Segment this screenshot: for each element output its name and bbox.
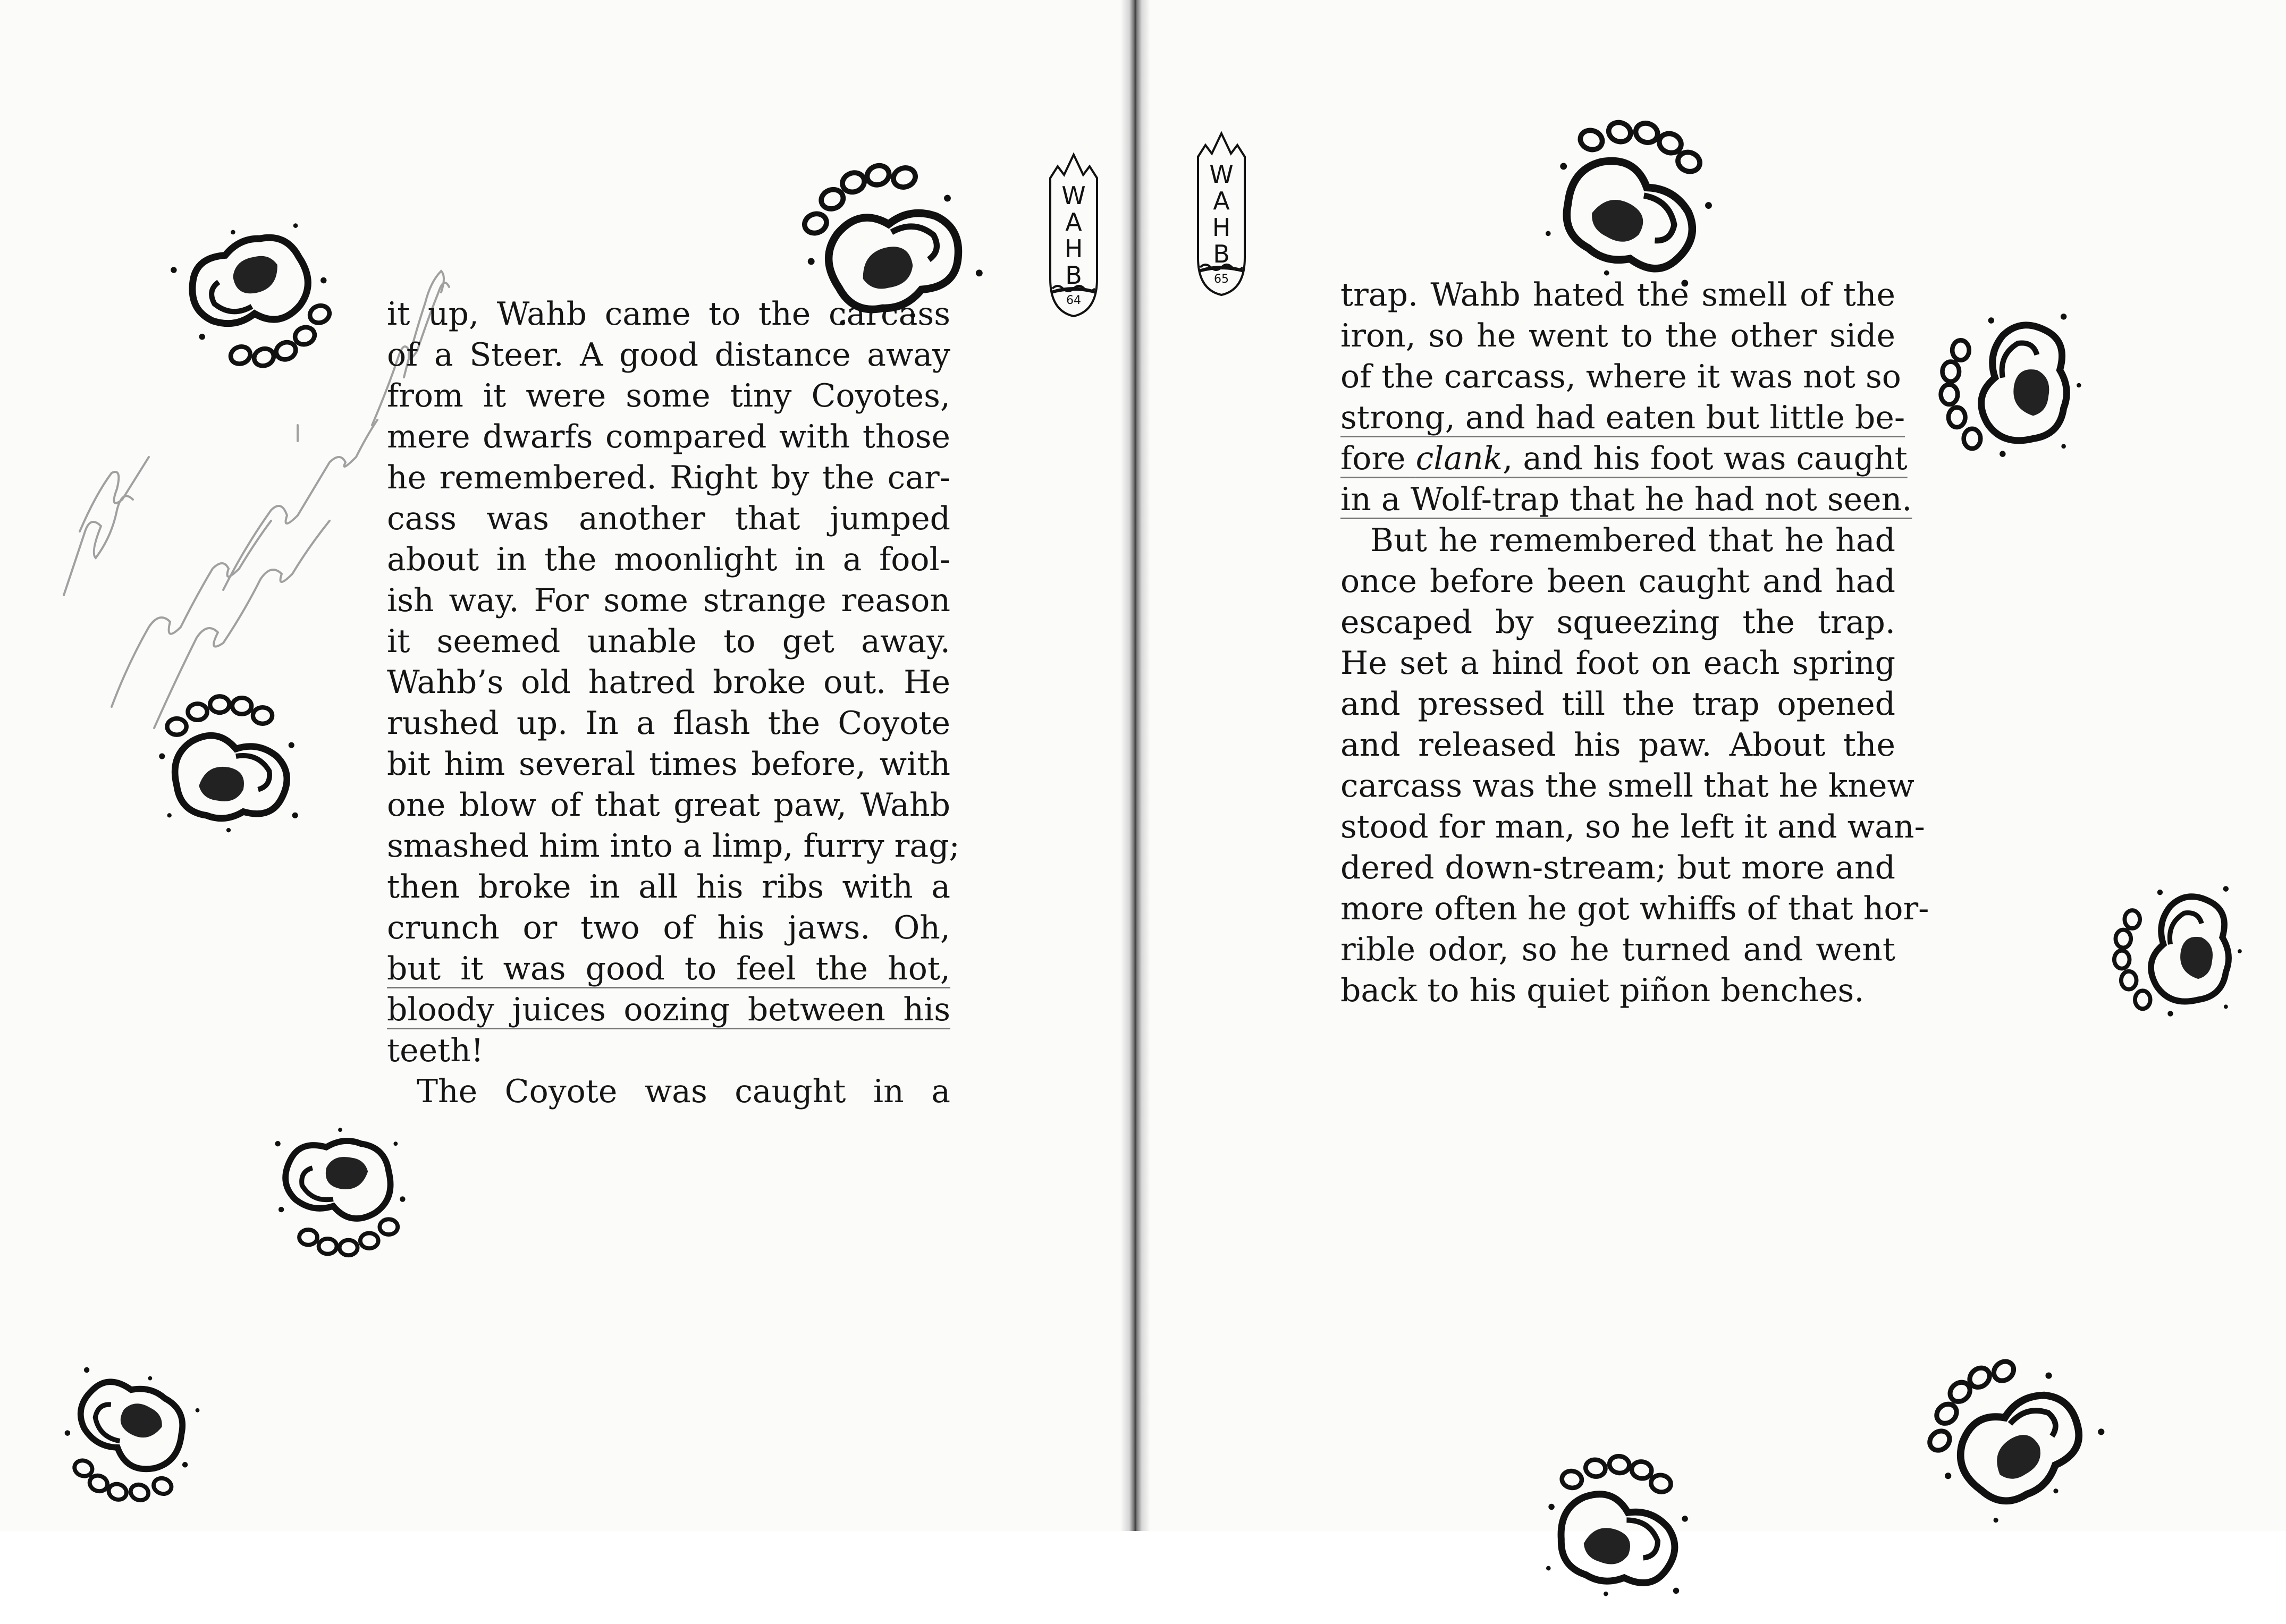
text-run: , and his foot was caught [1503, 440, 1908, 477]
text-line: in a Wolf-trap that he had not seen. [1340, 481, 1912, 518]
text-line: rushed up. In a flash the Coyote [387, 705, 950, 742]
header-letter: H [1064, 234, 1083, 263]
header-letter: H [1212, 213, 1231, 242]
text-line: bloody juices oozing between his [387, 991, 950, 1028]
left-page-body [387, 294, 960, 1112]
bear-paw-print-icon [144, 675, 314, 845]
text-line: carcass was the smell that he knew [1340, 767, 1914, 805]
text-line: rible odor, so he turned and went [1340, 931, 1895, 968]
text-line: But he remembered that he had [1370, 522, 1895, 559]
text-run: fore [1340, 440, 1416, 477]
text-line: ish way. For some strange reason [387, 582, 950, 619]
text-line: dered down-stream; but more and [1340, 849, 1895, 886]
text-line: Wahb’s old hatred broke out. He [387, 664, 950, 701]
text-line: teeth! [387, 1032, 484, 1069]
text-line: it up, Wahb came to the carcass [387, 295, 950, 333]
header-letter: A [1065, 208, 1082, 236]
text-line: of the carcass, where it was not so [1340, 358, 1901, 395]
text-line: The Coyote was caught in a [417, 1073, 950, 1110]
header-letter: W [1061, 181, 1086, 210]
text-line: bit him several times before, with [387, 746, 950, 783]
text-line: back to his quiet piñon benches. [1340, 972, 1865, 1009]
text-line: but it was good to feel the hot, [387, 950, 950, 987]
text-line: He set a hind foot on each spring [1340, 645, 1895, 682]
header-badge-left [1047, 151, 1100, 322]
text-line: about in the moonlight in a fool- [387, 541, 950, 578]
right-page-body [1340, 275, 1929, 1011]
text-line: iron, so he went to the other side [1340, 317, 1895, 354]
text-line: strong, and had eaten but little be- [1340, 399, 1905, 436]
text-line: crunch or two of his jaws. Oh, [387, 909, 950, 946]
bear-paw-print-icon [1919, 298, 2094, 473]
text-line: then broke in all his ribs with a [387, 868, 950, 906]
text-line: once before been caught and had [1340, 563, 1895, 600]
header-letter: B [1213, 240, 1230, 268]
bear-paw-print-icon [260, 1116, 420, 1275]
text-line: it seemed unable to get away. [387, 623, 950, 660]
text-line: escaped by squeezing the trap. [1340, 604, 1895, 641]
header-letter: A [1213, 187, 1230, 215]
header-word [1047, 182, 1100, 289]
header-word [1195, 161, 1248, 267]
italic-word: clank [1415, 440, 1503, 477]
header-letter: W [1209, 160, 1234, 189]
text-line: from it were some tiny Coyotes, [387, 377, 950, 415]
text-line: stood for man, so he left it and wan- [1340, 808, 1925, 845]
text-line: and pressed till the trap opened [1340, 686, 1895, 723]
page-number: 65 [1214, 273, 1229, 286]
text-line: he remembered. Right by the car- [387, 459, 950, 496]
text-line: mere dwarfs compared with those [387, 418, 950, 455]
text-line: smashed him into a limp, furry rag; [387, 827, 960, 865]
bear-paw-print-icon [1517, 1421, 1720, 1624]
book-gutter [1120, 0, 1150, 1531]
header-badge-right [1195, 130, 1248, 300]
text-line: cass was another that jumped [387, 500, 950, 537]
text-line: and released his paw. About the [1340, 726, 1895, 764]
text-line: one blow of that great paw, Wahb [387, 786, 950, 824]
bear-paw-print-icon [2094, 872, 2254, 1031]
text-line: trap. Wahb hated the smell of the [1340, 276, 1895, 314]
text-line [1340, 438, 1908, 479]
header-letter: B [1065, 261, 1082, 290]
text-line: more often he got whiffs of that hor- [1340, 890, 1929, 927]
page-number: 64 [1066, 294, 1081, 307]
text-line: of a Steer. A good distance away [387, 336, 950, 374]
